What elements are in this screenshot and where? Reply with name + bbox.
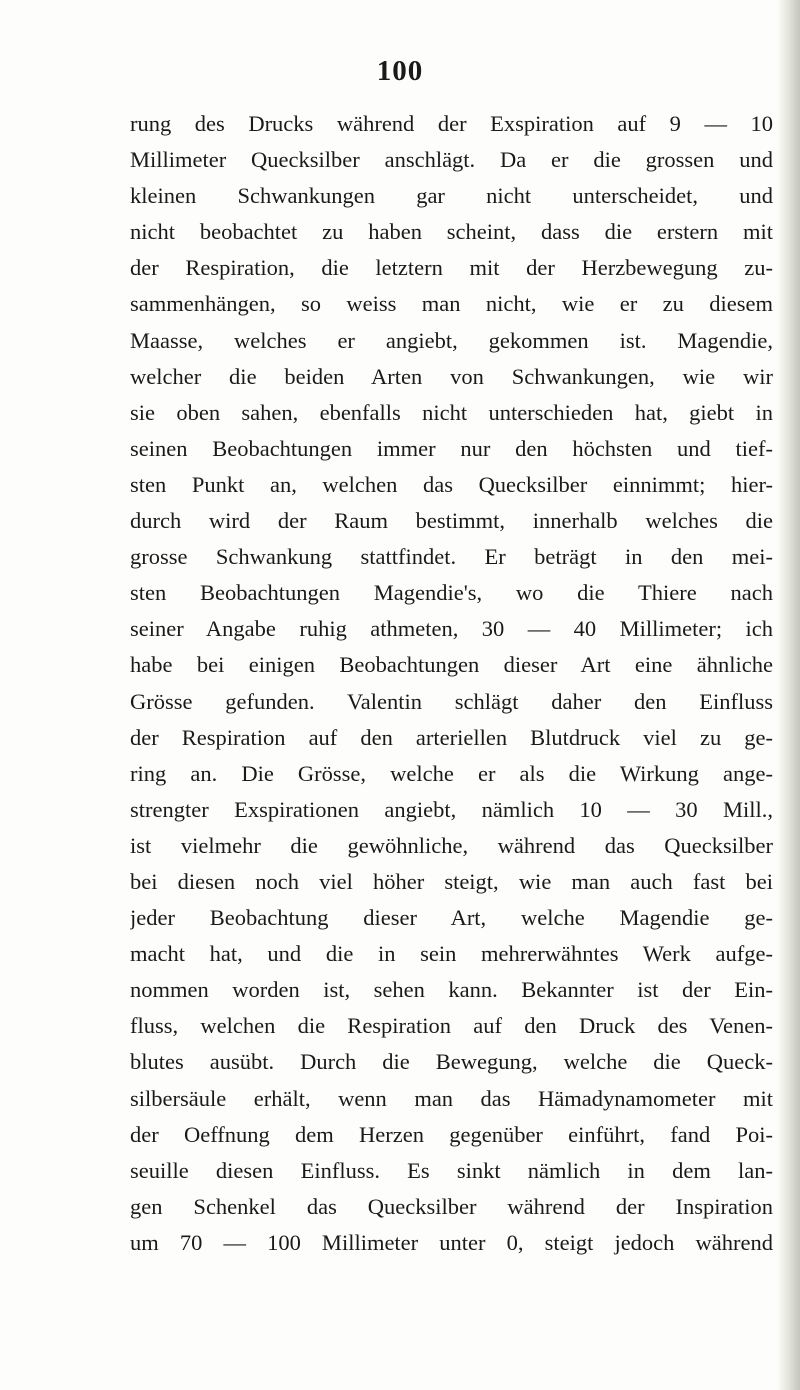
text-line: bei diesen noch viel höher steigt, wie man auch fast bei: [130, 868, 773, 894]
text-line: durch wird der Raum bestimmt, innerhalb welches die: [130, 508, 773, 534]
text-line: grosse Schwankung stattfindet. Er beträgt in den mei-: [130, 544, 773, 570]
text-line: fluss, welchen die Respiration auf den Druck des Venen-: [130, 1013, 773, 1039]
text-line: der Respiration, die letztern mit der Herzbewegung zu-: [130, 255, 773, 281]
text-line: habe bei einigen Beobachtungen dieser Art eine ähnliche: [130, 652, 773, 678]
text-line: silbersäule erhält, wenn man das Hämadynamometer mit: [130, 1085, 773, 1111]
text-line: seiner Angabe ruhig athmeten, 30 — 40 Millimeter; ich: [130, 616, 773, 642]
text-line: der Oeffnung dem Herzen gegenüber einführt, fand Poi-: [130, 1121, 773, 1147]
text-line: gen Schenkel das Quecksilber während der Inspiration: [130, 1193, 773, 1219]
text-line: kleinen Schwankungen gar nicht unterscheidet, und: [130, 183, 773, 209]
text-line: Grösse gefunden. Valentin schlägt daher den Einfluss: [130, 688, 773, 714]
text-line: jeder Beobachtung dieser Art, welche Magendie ge-: [130, 905, 773, 931]
body-text: [130, 106, 773, 1261]
text-line: Maasse, welches er angiebt, gekommen ist. Magendie,: [130, 327, 773, 353]
text-line: sten Punkt an, welchen das Quecksilber einnimmt; hier-: [130, 471, 773, 497]
text-line: seuille diesen Einfluss. Es sinkt nämlich in dem lan-: [130, 1157, 773, 1183]
text-line: sie oben sahen, ebenfalls nicht unterschieden hat, giebt in: [130, 399, 773, 425]
text-line: rung des Drucks während der Exspiration auf 9 — 10: [130, 111, 773, 136]
text-line: seinen Beobachtungen immer nur den höchsten und tief-: [130, 435, 773, 461]
text-line: um 70 — 100 Millimeter unter 0, steigt jedoch während: [130, 1229, 773, 1255]
text-line: macht hat, und die in sein mehrerwähntes Werk aufge-: [130, 941, 773, 967]
page-number: 100: [376, 55, 424, 87]
text-line: ist vielmehr die gewöhnliche, während das Quecksilber: [130, 832, 773, 858]
text-line: strengter Exspirationen angiebt, nämlich 10 — 30 Mill.,: [130, 796, 773, 822]
text-line: sten Beobachtungen Magendie's, wo die Thiere nach: [130, 580, 773, 606]
text-line: Millimeter Quecksilber anschlägt. Da er die grossen und: [130, 147, 773, 173]
text-line: ring an. Die Grösse, welche er als die Wirkung ange-: [130, 760, 773, 786]
text-line: welcher die beiden Arten von Schwankungen, wie wir: [130, 363, 773, 389]
text-line: nicht beobachtet zu haben scheint, dass die erstern mit: [130, 219, 773, 245]
text-line: der Respiration auf den arteriellen Blutdruck viel zu ge-: [130, 724, 773, 750]
page-edge-shadow: [778, 0, 800, 1390]
text-line: nommen worden ist, sehen kann. Bekannter ist der Ein-: [130, 977, 773, 1003]
text-line: sammenhängen, so weiss man nicht, wie er zu diesem: [130, 291, 773, 317]
text-line: blutes ausübt. Durch die Bewegung, welche die Queck-: [130, 1049, 773, 1075]
